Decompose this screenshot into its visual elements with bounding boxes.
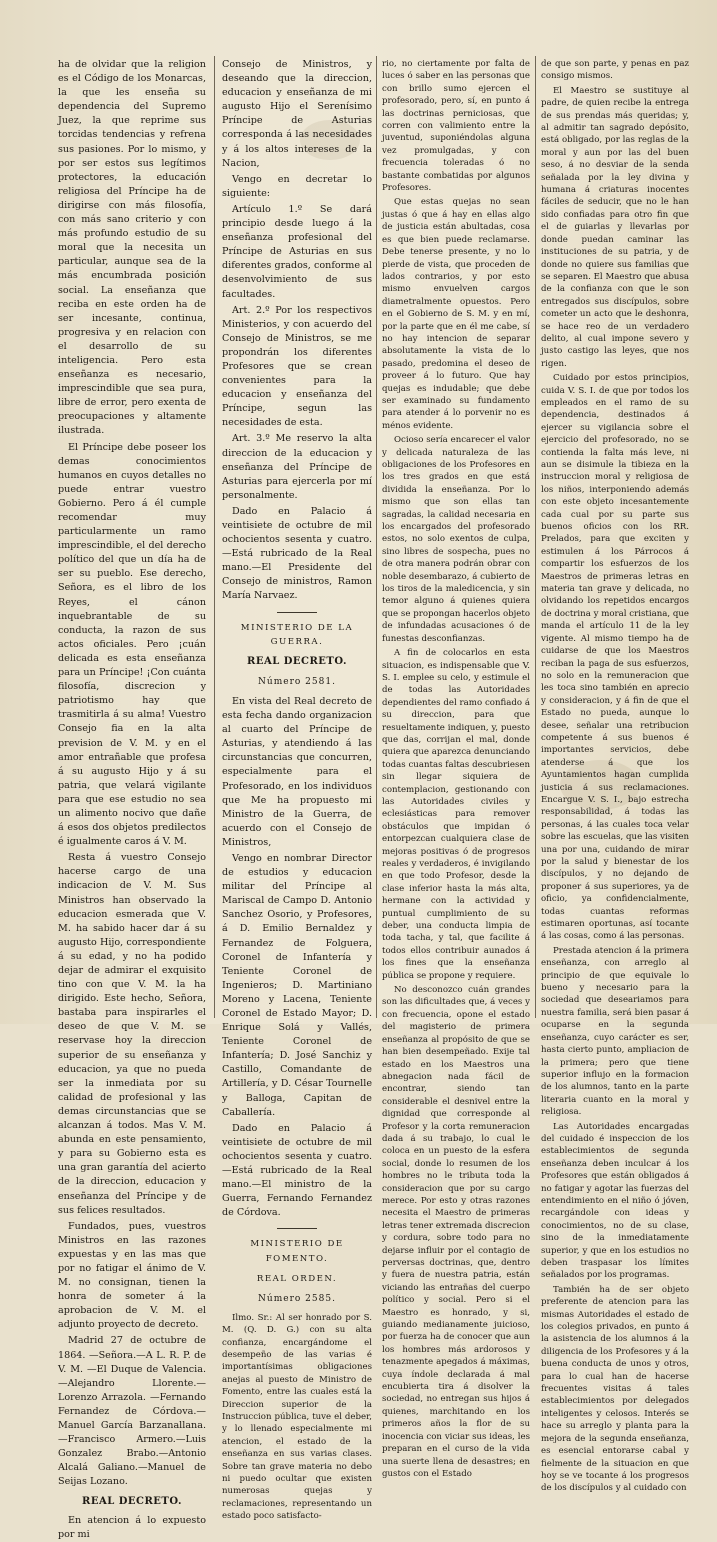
ministry-heading: MINISTERIO DE FOMENTO.: [250, 1239, 344, 1264]
separator-rule: [277, 1228, 317, 1229]
order-heading: REAL ORDEN.: [256, 1273, 338, 1284]
article-paragraph: Art. 3.º Me reservo la alta direccion de la educacion y enseñanza del Príncipe de Asturias para ejercerla por mí personalmente.: [222, 433, 372, 501]
separator-rule: [277, 612, 317, 613]
ministry-heading: MINISTERIO DE LA GUERRA.: [240, 622, 354, 647]
column-3: [382, 58, 530, 1479]
article-paragraph: Art. 2.º Por los respectivos Ministerios, y con acuerdo del Consejo de Ministros, se me propondrán los diferentes Profesores que se crean convenientes para la educacion y enseñanza del Príncipe, segun las necesidades de esta.: [222, 304, 372, 429]
paragraph: Resta á vuestro Consejo hacerse cargo de una indicacion de V. M. Sus Ministros han observado la educacion esmerada que V. M. ha sabido hacer dar á su augusto Hijo, correspondiente á su edad, y no ha podido dejar de admirar el exquisito tino con que V. M. la ha dirigido. Este hecho, Señora, bastaba para inspirarles el deseo de que V. M. se reservase hoy la direccion superior de su enseñanza y educacion, ya que no pueda ser la inmediata por su calidad de profesional y las demas circunstancias que se alcanzan á todos. Mas V. M. abunda en este pensamiento, y para su Gobierno esta es una gran garantía del acierto de la direccion, educacion y enseñanza del Príncipe y de sus felices resultados.: [58, 852, 206, 1216]
paragraph: Fundados, pues, vuestros Ministros en las razones expuestas y en las mas que por no fatigar el ánimo de V. M. no consignan, tienen la honra de someter á la aprobacion de V. M. el adjunto proyecto de decreto.: [58, 1220, 206, 1331]
article-paragraph: Artículo 1.º Se dará principio desde luego á la enseñanza profesional del Príncipe de Asturias en sus diferentes grados, conforme al desenvolvimiento de sus facultades.: [222, 203, 372, 300]
signature-paragraph: Madrid 27 de octubre de 1864. —Señora.—A L. R. P. de V. M. —El Duque de Valencia.—Alejandro Llorente.—Lorenzo Arrazola. —Fernando Fernandez de Córdova.—Manuel García Barzanallana. —Francisco Armero.—Luis Gonzalez Brabo.—Antonio Alcalá Galiano.—Manuel de Seijas Lozano.: [58, 1335, 206, 1488]
paragraph: Consejo de Ministros, y deseando que la direccion, educacion y enseñanza de mi augusto Hijo el Serenísimo Príncipe de Asturias corresponda á las necesidades y á los altos intereses de la Nacion,: [222, 59, 372, 169]
column-rule: [214, 56, 215, 1018]
paragraph: Ocioso sería encarecer el valor y delicada naturaleza de las obligaciones de los Profesores en los tres grados en que está dividida la enseñanza. Por lo mismo que son ellas tan sagradas, la calidad necesaria en los encargados del profesorado estos, no solo exentos de culpa, sino libres de sospecha, pues no de otra manera podrán obrar con noble desembarazo, á cubierto de los tiros de la maledicencia, y sin temor alguno á quienes quiera que se propongan hacerlos objeto de infundadas acusaciones ó de funestas desconfianzas.: [382, 435, 530, 644]
paragraph: En atencion á lo expuesto por mi: [58, 1514, 206, 1540]
paragraph: Dado en Palacio á veintisiete de octubre de mil ochocientos sesenta y cuatro.—Está rubricado de la Real mano.—El Presidente del Consejo de ministros, Ramon María Narvaez.: [222, 505, 372, 602]
paragraph: ha de olvidar que la religion es el Código de los Monarcas, la que les enseña su dependencia del Supremo Juez, la que reprime sus torcidas tendencias y refrena sus pasiones. Por lo mismo, y por ser estos sus legítimos protectores, la educación religiosa del Príncipe ha de dirigirse con más filosofía, con más sano criterio y con más profundo estudio de su moral que la necesita un particular, aunque sea de la más encumbrada posición social. La enseñanza que reciba en este orden ha de ser incesante, continua, progresiva y en relacion con el desarrollo de su inteligencia. Pero esta enseñanza es necesario, imprescindible que sea pura, libre de error, pero exenta de preocupaciones y altamente ilustrada.: [58, 59, 206, 437]
column-rule: [535, 56, 536, 1018]
paragraph: Dado en Palacio á veintisiete de octubre de mil ochocientos sesenta y cuatro.—Está rubricado de la Real mano.—El ministro de la Guerra, Fernando Fernandez de Córdova.: [222, 1122, 372, 1219]
paragraph: El Maestro se sustituye al padre, de quien recibe la entrega de sus prendas más queridas; y, al admitir tan sagrado depósito, está obligado, por las reglas de la moral y aun por las del buen seso, á no desviar de la senda señalada por la ley divina y humana á criaturas inocentes fáciles de seducir, que no le han sido confiadas para otro fin que el de guiarlas y llevarlas por donde puedan caminar las instituciones de su patria, y de donde no quiere sus familias que se separen. El Maestro que abusa de la confianza con que le son entregados sus discípulos, sobre cometer un acto que le deshonra, se hace reo de un verdadero delito, al cual impone severo y justo castigo las leyes, que nos rigen.: [541, 85, 689, 369]
paragraph: Cuidado por estos principios, cuida V. S. I. de que por todos los empleados en el ramo de su dependencia, destinados á ejercer su vigilancia sobre el ejercicio del profesorado, no se contienda la falta más leve, ni aun se disimule la tibieza en la instruccion moral y religiosa de los niños, interponiendo además con este objeto incesantemente cada cual por su parte sus buenos oficios con los RR. Prelados, para que exciten y estimulen á los Párrocos á compartir los esfuerzos de los Maestros de primeras letras en materia tan grave y delicada, no olvidando los repetidos encargos de doctrina y moral cristiana, que manda el artículo 11 de la ley vigente. Al mismo tiempo ha de cuidarse de que los Maestros reciban la paga de sus esfuerzos, no solo en la remuneracion que les toca sino también en aprecio y consideracion, y á fin de que el Estado no pueda, aunque lo desee, señalar una retribucion competente á sus buenos é importantes servicios, debe atenderse á que los Ayuntamientos hagan cumplida justicia á sus reclamaciones. Encargue V. S. I., bajo estrecha responsabilidad, á todas las personas, á las cuales toca velar sobre las escuelas, que las visiten una por una, cuidando de mirar por la salud y bienestar de los discípulos, y no dejando de proponer á sus superiores, ya de oficio, ya confidencialmente, todas cuantas reformas estimaren oportunas, así tocante á las cosas, como á las personas.: [541, 373, 689, 942]
paragraph: El Príncipe debe poseer los demas conocimientos humanos en cuyos detalles no puede entrar vuestro Gobierno. Pero á él cumple recomendar muy particularmente un ramo imprescindible, el del derecho político del que un día ha de ser su pueblo. Ese derecho, Señora, es el libro de los Reyes, el cánon inquebrantable de su conducta, la razon de sus actos oficiales. Pero ¡cuán delicada es esta enseñanza para un Príncipe! ¡Con cuánta filosofía, discrecion y patriotismo hay que trasmitirla á su alma! Vuestro Consejo fia en la alta prevision de V. M. y en el amor entrañable que profesa á su augusto Hijo y á su patria, que velará vigilante para que ese estudio no sea un alimento nocivo que dañe á esos dos objetos predilectos é igualmente caros á V. M.: [58, 441, 206, 848]
paragraph: A fin de colocarlos en esta situacion, es indispensable que V. S. I. emplee su celo, y estimule el de todas las Autoridades dependientes del ramo confiado á su direccion, para que resueltamente indiquen, y, puesto que das, corrijan el mal, donde quiera que aparezca denunciando todas cuantas faltas descubriesen sin llegar siquiera de contemplacion, gestionando con las Autoridades civiles y eclesiásticas para remover obstáculos que impidan ó entorpezcan cualquiera clase de mejoras positivas ó de progresos reales y verdaderos, é invigilando en que todo Profesor, desde la clase inferior hasta la más alta, hermane con la actividad y puntual cumplimiento de su deber, una conducta limpia de toda tacha, y tal, que facilite á todos ellos contribuir aunados á los fines que la enseñanza pública se propone y requiere.: [382, 648, 530, 981]
paragraph: Que estas quejas no sean justas ó que á hay en ellas algo de justicia están abultadas, cosa es que bien puede reclamarse. Debe tenerse presente, y no lo pierde de vista, que proceden de lados contrarios, y por esto mismo envuelven cargos diametralmente opuestos. Pero en el Gobierno de S. M. y en mí, por la parte que en él me cabe, sí no hay intencion de separar absolutamente la vista de lo pasado, predomina el deseo de proveer á lo futuro. Que hay quejas es indudable; que debe ser examinado su fundamento para atender á lo porvenir no es ménos evidente.: [382, 197, 530, 431]
paragraph: No desconozco cuán grandes son las dificultades que, á veces y con frecuencia, opone el estado del magisterio de primera enseñanza al propósito de que se han bien desempeñado. Exije tal estado en los Maestros una abnegacion nada fácil de encontrar, siendo tan considerable el desnivel entre la dignidad que corresponde al Profesor y la corta remuneracion dada á su trabajo, lo cual le coloca en un puesto de la esfera social, donde lo resumen de los hombres no le tributa toda la consideracion que por su cargo merece. Por esto y otras razones necesita el Maestro de primeras letras tener extremada discrecion y cordura, sobre todo para no dejarse influir por el contagio de perversas doctrinas, que, dentro y fuera de nuestra patria, están viciando las entrañas del cuerpo político y social. Pero si el Maestro es honrado, y si, guiando medianamente juicioso, por fuerza ha de conocer que aun los hombres más ardorosos y tenazmente apegados á máximas, cuya índole declarada á mal encubierta tira á disolver la sociedad, no entregan sus hijos á quienes, marchitando en los primeros años la flor de su inocencia con viciar sus ideas, les preparan en el curso de la vida una suerte llena de desastres; en gustos con el Estado: [382, 985, 530, 1479]
decree-number: Número 2581.: [258, 676, 336, 687]
paragraph: Vengo en nombrar Director de estudios y educacion militar del Príncipe al Mariscal de Campo D. Antonio Sanchez Osorio, y Profesores, á D. Emilio Bernaldez y Fernandez de Folguera, Coronel de Infantería y Teniente Coronel de Ingenieros; D. Martiniano Moreno y Lacena, Teniente Coronel de Estado Mayor; D. Enrique Solá y Vallés, Teniente Coronel de Infantería; D. José Sanchiz y Castillo, Comandante de Artillería, y D. César Tournelle y Balloga, Capitan de Caballería.: [222, 852, 372, 1118]
section-heading: REAL DECRETO.: [82, 1496, 182, 1508]
paragraph: Vengo en decretar lo siguiente:: [222, 173, 372, 199]
paragraph: Las Autoridades encargadas del cuidado é inspeccion de los establecimientos de segunda enseñanza deben inculcar á los Profesores que están obligados á no fatigar y agotar las fuerzas del entendimiento en el niño ó jóven, recargándole con ideas y conocimientos, no de su clase, sino de la inmediatamente superior, y que en los estudios no deben traspasar los límites señalados por los programas.: [541, 1121, 689, 1281]
paragraph: de que son parte, y penas en paz consigo mismos.: [541, 59, 689, 82]
paragraph: Ilmo. Sr.: Al ser honrado por S. M. (Q. D. G.) con su alta confianza, encargándome el desempeño de las varias é importantísimas obligaciones anejas al puesto de Ministro de Fomento, entre las cuales está la Direccion superior de la Instruccion pública, tuve el deber, y lo llenado especialmente mi atencion, el estado de la enseñanza en sus varias clases. Sobre tan grave materia no debo ni puedo ocultar que existen numerosas quejas y reclamaciones, representando un estado poco satisfacto-: [222, 1312, 372, 1522]
column-1: [58, 58, 206, 1540]
paragraph: En vista del Real decreto de esta fecha dando organizacion al cuarto del Príncipe de Asturias, y atendiendo á las circunstancias que concurren, especialmente para el Profesorado, en los individuos que Me ha propuesto mi Ministro de la Guerra, de acuerdo con el Consejo de Ministros,: [222, 695, 372, 848]
column-2: [222, 58, 372, 1522]
paragraph: rio, no ciertamente por falta de luces ó saber en las personas que con brillo sumo ejercen el profesorado, pero, sí, en punto á las doctrinas perniciosas, que corren con valimiento entre la juventud, suponiéndolas alguna vez promulgadas, y con frecuencia toleradas ó no bastante combatidas por algunos Profesores.: [382, 59, 530, 194]
order-number: Número 2585.: [258, 1293, 336, 1304]
column-rule: [376, 56, 377, 1018]
column-4: [541, 58, 689, 1494]
paragraph: También ha de ser objeto preferente de atencion para las mismas Autoridades el estado de los colegios privados, en punto á la asistencia de los alumnos á la diligencia de los Profesores y á la buena conducta de unos y otros, para lo cual han de hacerse frecuentes visitas á tales establecimientos por delegados inteligentes y celosos. Interés se hace su arreglo y planta para la mejora de la segunda enseñanza, es esencial entorarse cabal y fielmente de la situacion en que hoy se ve tocante á los progresos de los discípulos y al cuidado con: [541, 1284, 689, 1494]
decree-heading: REAL DECRETO.: [247, 655, 347, 667]
paragraph: Prestada atencion á la primera enseñanza, con arreglo al principio de que equivale lo bueno y necesario para la sociedad que deseariamos para nuestra familia, será bien pasar á ocuparse en la segunda enseñanza, cuyo carácter es ser, hasta cierto punto, ampliacion de la primera; pero que tiene superior influjo en la formacion de los alumnos, tanto en la parte literaria cuanto en la moral y religiosa.: [541, 945, 689, 1118]
